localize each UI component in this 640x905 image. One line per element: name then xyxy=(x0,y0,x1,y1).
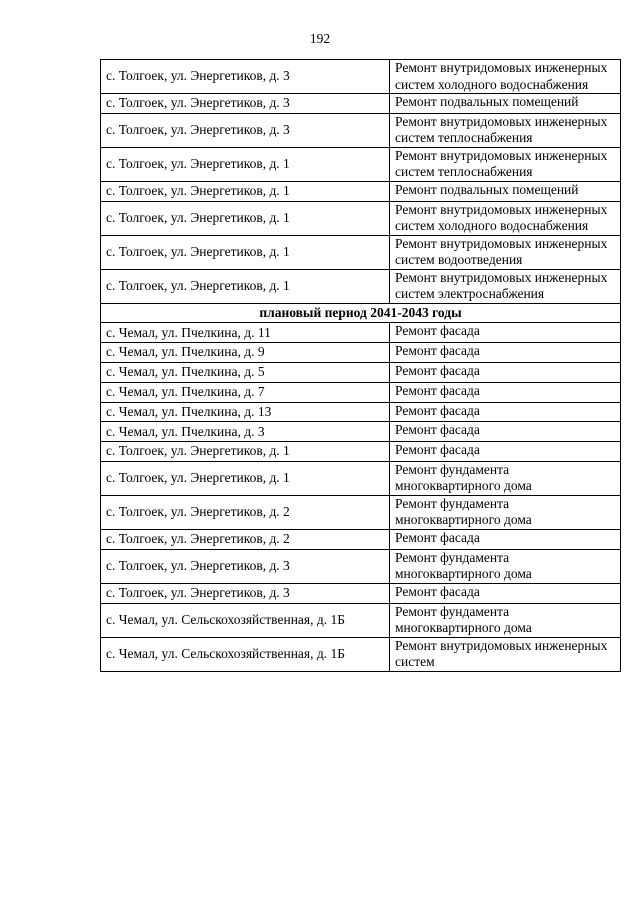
work-type-cell: Ремонт внутридомовых инженерных систем xyxy=(390,637,621,671)
table-row xyxy=(101,529,621,549)
work-type-cell: Ремонт внутридомовых инженерных систем теплоснабжения xyxy=(390,147,621,181)
work-type-cell: Ремонт подвальных помещений xyxy=(390,94,621,114)
table-row xyxy=(101,181,621,201)
table-row xyxy=(101,422,621,442)
address-cell: с. Толгоек, ул. Энергетиков, д. 3 xyxy=(101,94,390,114)
work-type-cell: Ремонт внутридомовых инженерных систем электроснабжения xyxy=(390,269,621,303)
table-row xyxy=(101,60,621,94)
address-cell: с. Чемал, ул. Пчелкина, д. 9 xyxy=(101,343,390,363)
table-row xyxy=(101,583,621,603)
table-row xyxy=(101,637,621,671)
work-type-cell: Ремонт подвальных помещений xyxy=(390,181,621,201)
address-cell: с. Толгоек, ул. Энергетиков, д. 1 xyxy=(101,201,390,235)
address-cell: с. Чемал, ул. Сельскохозяйственная, д. 1Б xyxy=(101,603,390,637)
work-type-cell: Ремонт внутридомовых инженерных систем холодного водоснабжения xyxy=(390,201,621,235)
address-cell: с. Чемал, ул. Пчелкина, д. 3 xyxy=(101,422,390,442)
address-cell: с. Чемал, ул. Сельскохозяйственная, д. 1Б xyxy=(101,637,390,671)
address-cell: с. Толгоек, ул. Энергетиков, д. 3 xyxy=(101,549,390,583)
work-type-cell: Ремонт фундамента многоквартирного дома xyxy=(390,549,621,583)
work-type-cell: Ремонт фасада xyxy=(390,529,621,549)
table-row xyxy=(101,442,621,462)
address-cell: с. Чемал, ул. Пчелкина, д. 13 xyxy=(101,402,390,422)
table-row xyxy=(101,269,621,303)
table-row xyxy=(101,603,621,637)
table-row xyxy=(101,495,621,529)
address-cell: с. Толгоек, ул. Энергетиков, д. 1 xyxy=(101,235,390,269)
table-row xyxy=(101,235,621,269)
address-cell: с. Толгоек, ул. Энергетиков, д. 1 xyxy=(101,147,390,181)
table-row xyxy=(101,201,621,235)
section-header: плановый период 2041-2043 годы xyxy=(101,303,621,323)
work-type-cell: Ремонт фасада xyxy=(390,422,621,442)
address-cell: с. Толгоек, ул. Энергетиков, д. 3 xyxy=(101,60,390,94)
work-type-cell: Ремонт фасада xyxy=(390,442,621,462)
address-cell: с. Толгоек, ул. Энергетиков, д. 3 xyxy=(101,113,390,147)
work-type-cell: Ремонт внутридомовых инженерных систем водоотведения xyxy=(390,235,621,269)
work-type-cell: Ремонт фасада xyxy=(390,343,621,363)
work-type-cell: Ремонт фасада xyxy=(390,323,621,343)
work-type-cell: Ремонт внутридомовых инженерных систем теплоснабжения xyxy=(390,113,621,147)
work-type-cell: Ремонт фасада xyxy=(390,402,621,422)
address-cell: с. Толгоек, ул. Энергетиков, д. 2 xyxy=(101,495,390,529)
address-cell: с. Толгоек, ул. Энергетиков, д. 1 xyxy=(101,461,390,495)
table-row xyxy=(101,402,621,422)
address-cell: с. Толгоек, ул. Энергетиков, д. 2 xyxy=(101,529,390,549)
address-cell: с. Толгоек, ул. Энергетиков, д. 1 xyxy=(101,181,390,201)
address-cell: с. Чемал, ул. Пчелкина, д. 5 xyxy=(101,362,390,382)
address-cell: с. Чемал, ул. Пчелкина, д. 11 xyxy=(101,323,390,343)
table-body-after xyxy=(101,323,621,671)
section-header-row xyxy=(101,303,621,323)
work-type-cell: Ремонт фундамента многоквартирного дома xyxy=(390,461,621,495)
table-row xyxy=(101,382,621,402)
address-cell: с. Толгоек, ул. Энергетиков, д. 1 xyxy=(101,269,390,303)
work-type-cell: Ремонт фасада xyxy=(390,583,621,603)
table-row xyxy=(101,343,621,363)
work-type-cell: Ремонт внутридомовых инженерных систем холодного водоснабжения xyxy=(390,60,621,94)
work-type-cell: Ремонт фасада xyxy=(390,362,621,382)
table-row xyxy=(101,323,621,343)
table-row xyxy=(101,461,621,495)
section-header-body xyxy=(101,303,621,323)
page-number: 192 xyxy=(309,31,331,46)
repair-plan-table xyxy=(100,59,621,672)
table-row xyxy=(101,362,621,382)
address-cell: с. Толгоек, ул. Энергетиков, д. 3 xyxy=(101,583,390,603)
table-row xyxy=(101,549,621,583)
address-cell: с. Толгоек, ул. Энергетиков, д. 1 xyxy=(101,442,390,462)
table-row xyxy=(101,147,621,181)
work-type-cell: Ремонт фундамента многоквартирного дома xyxy=(390,495,621,529)
work-type-cell: Ремонт фундамента многоквартирного дома xyxy=(390,603,621,637)
table-row xyxy=(101,113,621,147)
work-type-cell: Ремонт фасада xyxy=(390,382,621,402)
table-body-before xyxy=(101,60,621,304)
table-row xyxy=(101,94,621,114)
address-cell: с. Чемал, ул. Пчелкина, д. 7 xyxy=(101,382,390,402)
